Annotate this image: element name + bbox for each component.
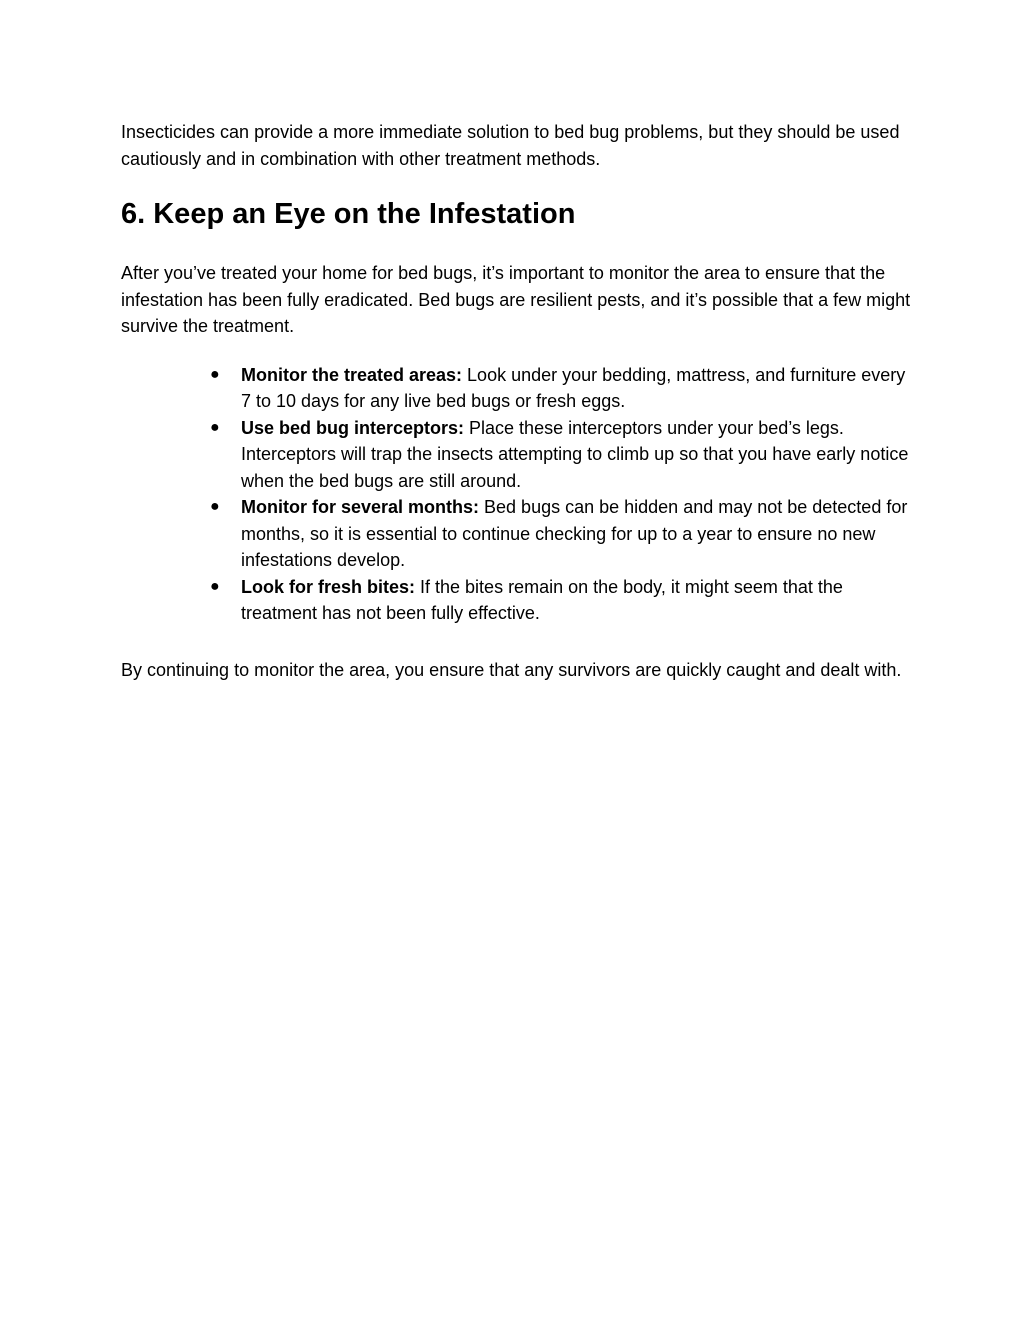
list-item-text: If the bites remain on the body, it might seem that the treatment has not been fully effective. [241, 576, 843, 623]
intro-paragraph: After you’ve treated your home for bed bugs, it’s important to monitor the area to ensure that the infestation has been fully eradicated. Bed bugs are resilient pests, and it’s possible that a few might survive the treatment. [121, 263, 911, 336]
bullet-icon: ● [210, 577, 220, 595]
list-item-label: Monitor for several months: [241, 497, 480, 517]
bullet-icon: ● [210, 498, 220, 515]
list-item-text: Look under your bedding, mattress, and furniture every 7 to 10 days for any live bed bugs or fresh eggs. [241, 364, 906, 411]
list-item-text: Bed bugs can be hidden and may not be detected for months, so it is essential to continue checking for up to a year to ensure no new infestations develop. [241, 497, 908, 570]
list-item [210, 494, 911, 574]
list-item-label: Look for fresh bites: [241, 576, 416, 597]
bullet-icon: ● [210, 365, 220, 383]
list-item [210, 415, 911, 495]
document-page [121, 119, 911, 683]
closing-paragraph: By continuing to monitor the area, you ensure that any survivors are quickly caught and dealt with. [121, 659, 902, 680]
tips-list [121, 362, 911, 627]
bullet-icon: ● [210, 418, 220, 436]
list-item-label: Use bed bug interceptors: [241, 417, 465, 438]
section-heading: 6. Keep an Eye on the Infestation [121, 198, 576, 230]
list-item [210, 574, 911, 627]
list-item [210, 362, 911, 415]
list-item-text: Place these interceptors under your bed’s legs. Interceptors will trap the insects attempting to climb up so that you have early notice when the bed bugs are still around. [241, 417, 909, 491]
opening-paragraph: Insecticides can provide a more immediate solution to bed bug problems, but they should be used cautiously and in combination with other treatment methods. [121, 122, 900, 169]
list-item-label: Monitor the treated areas: [241, 364, 463, 385]
